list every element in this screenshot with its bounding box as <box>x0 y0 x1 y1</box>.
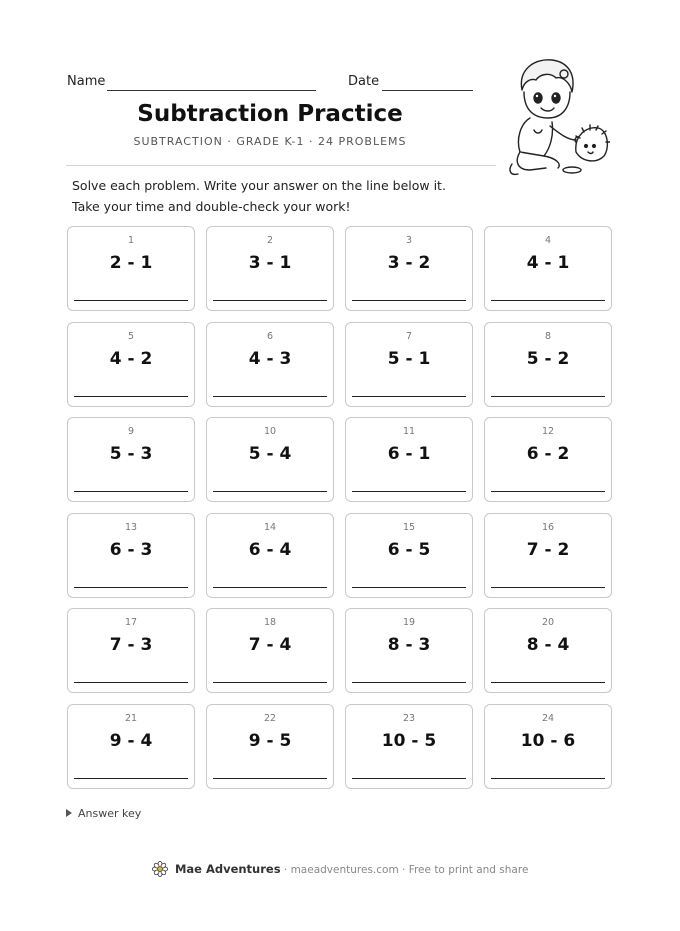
answer-line[interactable] <box>74 300 188 301</box>
problem-expression: 6 - 2 <box>526 444 570 465</box>
problem-number: 10 <box>263 426 277 438</box>
problem-number: 3 <box>405 235 413 246</box>
problem-expression: 10 - 5 <box>381 730 437 751</box>
problem-card <box>67 417 195 502</box>
problem-expression: 4 - 3 <box>248 348 292 369</box>
problem-number: 11 <box>402 426 416 438</box>
answer-line[interactable] <box>352 396 466 397</box>
problem-number: 22 <box>263 712 277 724</box>
problem-number: 6 <box>266 330 274 342</box>
problem-card <box>206 608 334 693</box>
problem-expression: 3 - 2 <box>387 253 431 273</box>
problem-card <box>67 322 195 407</box>
answer-line[interactable] <box>491 587 605 588</box>
name-line <box>107 90 316 91</box>
problem-number: 1 <box>127 235 135 246</box>
problem-grid <box>67 226 612 789</box>
problem-card <box>484 226 612 311</box>
answer-line[interactable] <box>352 300 466 301</box>
problem-expression: 9 - 4 <box>109 730 153 751</box>
date-line <box>382 90 473 91</box>
problem-expression: 2 - 1 <box>109 253 153 273</box>
answer-line[interactable] <box>352 682 466 683</box>
problem-number: 13 <box>124 521 138 533</box>
answer-line[interactable] <box>213 491 327 492</box>
problem-expression: 9 - 5 <box>248 730 292 751</box>
header-divider <box>66 165 496 166</box>
answer-line[interactable] <box>352 587 466 588</box>
problem-expression: 4 - 1 <box>526 253 570 273</box>
problem-number: 16 <box>541 521 555 533</box>
problem-expression: 6 - 4 <box>248 539 292 560</box>
answer-line[interactable] <box>74 396 188 397</box>
name-label: Name <box>67 74 106 89</box>
answer-line[interactable] <box>213 587 327 588</box>
problem-number: 8 <box>544 330 552 342</box>
answer-line[interactable] <box>74 491 188 492</box>
problem-card <box>67 226 195 311</box>
instructions-text: Solve each problem. Write your answer on the line below it. Take your time and double-check your work! <box>72 178 446 214</box>
answer-line[interactable] <box>74 682 188 683</box>
answer-line[interactable] <box>213 300 327 301</box>
triangle-right-icon <box>66 809 72 817</box>
problem-card <box>484 704 612 789</box>
daisy-flower-icon <box>152 861 168 877</box>
problem-expression: 7 - 4 <box>248 635 292 656</box>
problem-card <box>206 704 334 789</box>
footer-brand: Mae Adventures <box>174 862 281 876</box>
answer-line[interactable] <box>491 682 605 683</box>
problem-number: 2 <box>266 235 274 246</box>
problem-number: 18 <box>263 617 277 629</box>
problem-card <box>345 226 473 311</box>
problem-number: 5 <box>127 330 135 342</box>
footer-site: · maeadventures.com · Free to print and share <box>283 864 529 876</box>
problem-expression: 4 - 2 <box>109 348 153 369</box>
answer-line[interactable] <box>213 778 327 779</box>
problem-card <box>345 704 473 789</box>
problem-expression: 5 - 2 <box>526 348 570 369</box>
problem-expression: 5 - 3 <box>109 444 153 465</box>
problem-number: 9 <box>127 426 135 438</box>
problem-number: 14 <box>263 521 277 533</box>
problem-card <box>345 513 473 598</box>
problem-expression: 8 - 4 <box>526 635 570 656</box>
answer-line[interactable] <box>213 682 327 683</box>
problem-expression: 8 - 3 <box>387 635 431 656</box>
answer-line[interactable] <box>491 396 605 397</box>
problem-number: 7 <box>405 330 413 342</box>
problem-card <box>345 417 473 502</box>
answer-key-label: Answer key <box>78 807 142 820</box>
problem-card <box>67 513 195 598</box>
answer-line[interactable] <box>491 778 605 779</box>
problem-card <box>67 704 195 789</box>
problem-card <box>206 513 334 598</box>
problem-expression: 6 - 5 <box>387 539 431 560</box>
problem-expression: 7 - 2 <box>526 539 570 560</box>
problem-number: 20 <box>541 617 555 629</box>
problem-number: 24 <box>541 712 555 724</box>
problem-number: 17 <box>124 617 138 629</box>
problem-card <box>484 608 612 693</box>
page-title: Subtraction Practice <box>137 101 403 127</box>
answer-line[interactable] <box>74 778 188 779</box>
answer-line[interactable] <box>352 778 466 779</box>
problem-expression: 5 - 4 <box>248 444 292 465</box>
problem-number: 23 <box>402 712 416 724</box>
answer-line[interactable] <box>213 396 327 397</box>
date-label: Date <box>348 74 380 89</box>
problem-card <box>484 513 612 598</box>
problem-expression: 5 - 1 <box>387 348 431 369</box>
problem-expression: 6 - 3 <box>109 539 153 560</box>
problem-card <box>345 322 473 407</box>
child-with-hedgehog-illustration <box>500 52 610 182</box>
problem-number: 15 <box>402 521 416 533</box>
problem-card <box>206 417 334 502</box>
problem-expression: 7 - 3 <box>109 635 153 656</box>
footer <box>0 861 680 877</box>
problem-card <box>206 226 334 311</box>
problem-card <box>67 608 195 693</box>
answer-key-toggle[interactable] <box>66 807 141 820</box>
problem-card <box>484 322 612 407</box>
answer-line[interactable] <box>352 491 466 492</box>
problem-card <box>345 608 473 693</box>
problem-expression: 6 - 1 <box>387 444 431 465</box>
problem-expression: 10 - 6 <box>520 730 576 751</box>
problem-number: 21 <box>124 712 138 724</box>
answer-line[interactable] <box>74 587 188 588</box>
answer-line[interactable] <box>491 491 605 492</box>
problem-number: 12 <box>541 426 555 438</box>
answer-line[interactable] <box>491 300 605 301</box>
page-subtitle: SUBTRACTION · GRADE K-1 · 24 PROBLEMS <box>133 135 407 148</box>
problem-card <box>206 322 334 407</box>
problem-card <box>484 417 612 502</box>
problem-number: 4 <box>544 235 552 246</box>
problem-expression: 3 - 1 <box>248 253 292 273</box>
problem-number: 19 <box>402 617 416 629</box>
